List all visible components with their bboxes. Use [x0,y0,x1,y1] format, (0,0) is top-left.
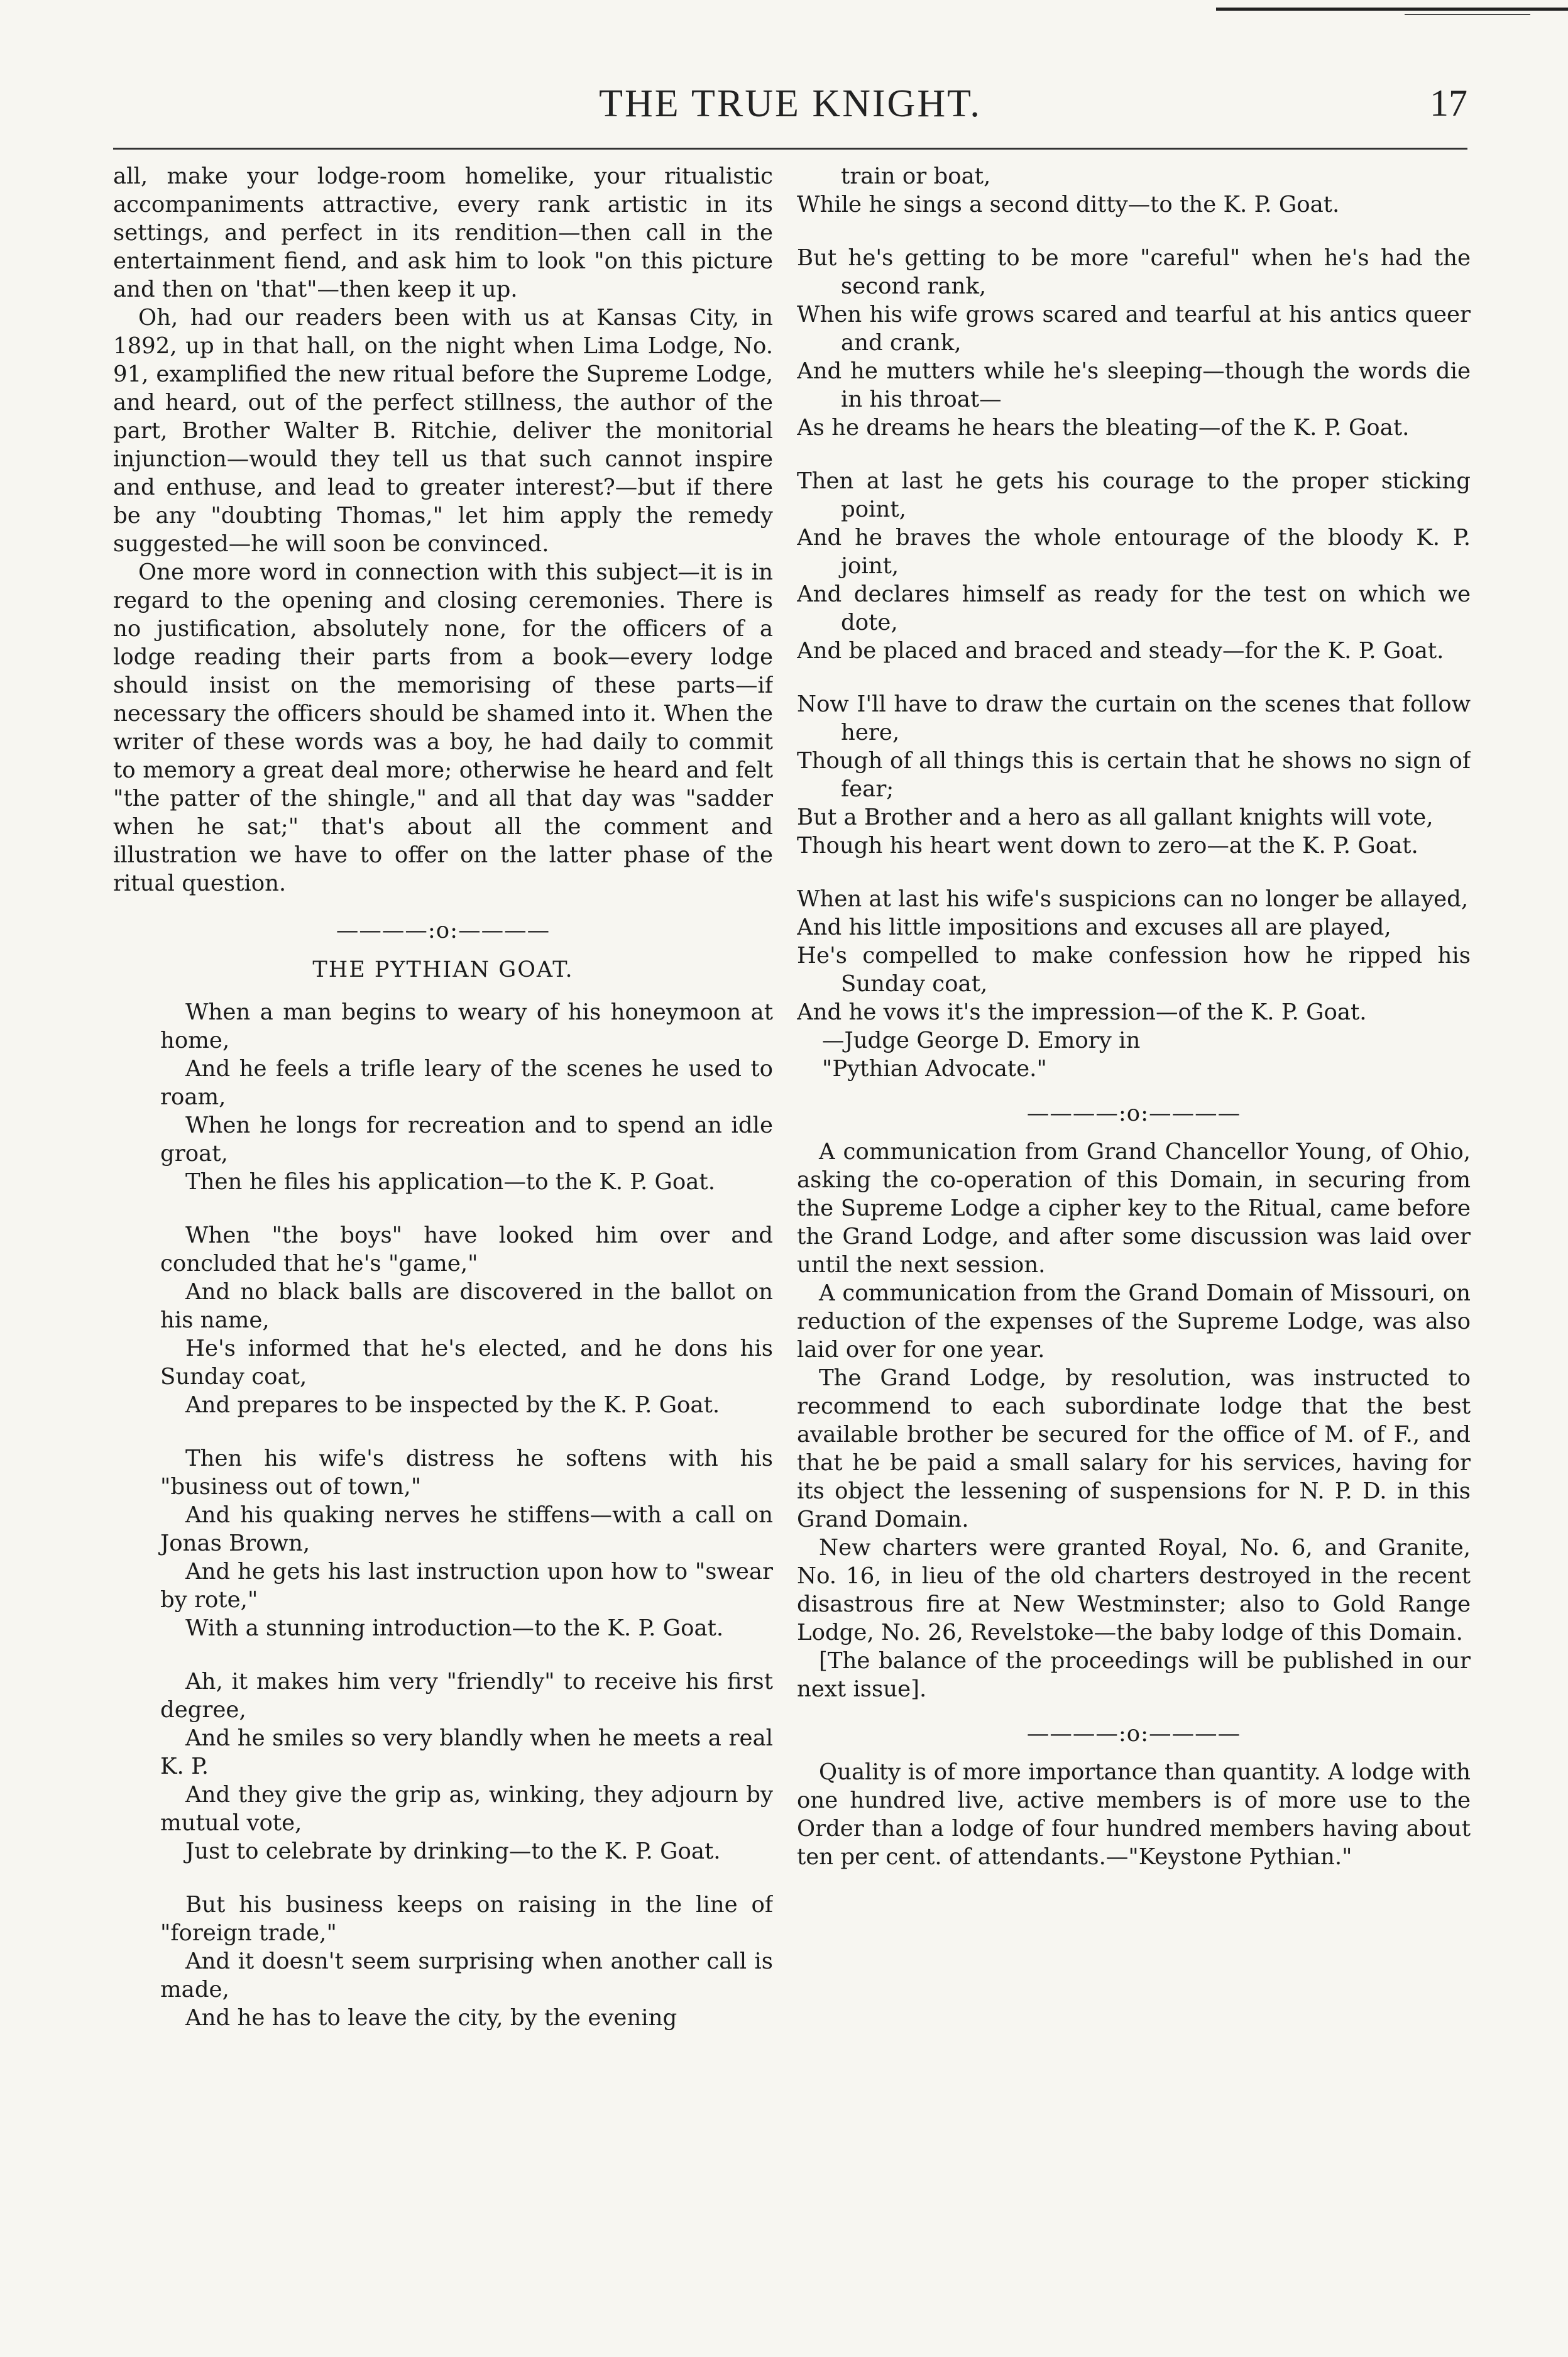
article-paragraph: all, make your lodge-room homelike, your ritualistic accompaniments attractive, every rank artistic in its settings, and perfect in its rendition—then call in the entertainment fiend, and ask him to look "on this picture and then on 'that"—then keep it up. [113,163,773,302]
poem-stanza [113,1667,773,1865]
verse-line: And he braves the whole entourage of the bloody K. P. joint, [797,525,1471,579]
verse-line: And prepares to be inspected by the K. P. Goat. [185,1392,720,1418]
verse-line: Though of all things this is certain that he shows no sign of fear; [797,748,1471,802]
section-divider: ————:o:———— [1026,1101,1241,1126]
verse-line: train or boat, [841,163,991,189]
verse-line: And declares himself as ready for the test on which we dote, [797,581,1471,635]
verse-line: He's compelled to make confession how he ripped his Sunday coat, [797,943,1471,997]
verse-line: Then his wife's distress he softens with his "business out of town," [160,1446,773,1500]
article-paragraph: The Grand Lodge, by resolution, was instructed to recommend to each subordinate lodge that the best available brother be secured for the office of M. of F., and that he be paid a small salary for his services, having for its object the lessening of suspensions for N. P. D. in this Grand Domain. [797,1365,1471,1532]
verse-line: And he smiles so very blandly when he meets a real K. P. [160,1725,773,1779]
page-header [113,75,1467,132]
verse-line: And his little impositions and excuses all are played, [797,915,1391,940]
poem-stanza [113,1221,773,1419]
poem-stanza [113,1891,773,2032]
verse-line: Ah, it makes him very "friendly" to receive his first degree, [160,1669,773,1723]
article-paragraph: Oh, had our readers been with us at Kansas City, in 1892, up in that hall, on the night when Lima Lodge, No. 91, examplified the new ritual before the Supreme Lodge, and heard, out of the perfect stillness, the author of the part, Brother Walter B. Ritchie, deliver the monitorial injunction—would they tell us that such cannot inspire and enthuse, and lead to greater interest?—but if there be any "doubting Thomas," let him apply the remedy suggested—he will soon be convinced. [113,305,773,557]
verse-line: And no black balls are discovered in the ballot on his name, [160,1279,773,1333]
verse-line: When at last his wife's suspicions can no longer be allayed, [797,886,1469,912]
page-number: 17 [1430,82,1467,124]
verse-line: And it doesn't seem surprising when another call is made, [160,1948,773,2003]
verse-line: Though his heart went down to zero—at the K. P. Goat. [797,833,1418,859]
verse-line: When a man begins to weary of his honeymoon at home, [160,999,773,1053]
verse-line: But a Brother and a hero as all gallant knights will vote, [797,805,1434,830]
top-edge-rule [1216,8,1568,11]
verse-line: With a stunning introduction—to the K. P. Goat. [185,1615,724,1641]
closing-paragraph: Quality is of more importance than quantity. A lodge with one hundred live, active members is of more use to the Order than a lodge of four hundred members having about ten per cent. of attendants.—"Keystone Pythian." [797,1759,1471,1870]
verse-line: As he dreams he hears the bleating—of the K. P. Goat. [797,415,1410,441]
poem-stanza [797,162,1471,219]
verse-line: But his business keeps on raising in the line of "foreign trade," [160,1892,773,1946]
verse-line: And he feels a trifle leary of the scenes he used to roam, [160,1056,773,1110]
poem-stanza [797,244,1471,442]
verse-line: And his quaking nerves he stiffens—with a call on Jonas Brown, [160,1502,773,1556]
article-paragraph: [The balance of the proceedings will be published in our next issue]. [797,1648,1471,1702]
verse-line: When "the boys" have looked him over and concluded that he's "game," [160,1222,773,1277]
verse-line: Now I'll have to draw the curtain on the scenes that follow here, [797,691,1471,745]
article-paragraph: New charters were granted Royal, No. 6, and Granite, No. 16, in lieu of the old charters destroyed in the recent disastrous fire at New Westminster; also to Gold Range Lodge, No. 26, Revelstoke—the baby lodge of this Domain. [797,1535,1471,1646]
verse-line: He's informed that he's elected, and he dons his Sunday coat, [160,1336,773,1390]
left-column [113,162,773,2312]
poem-stanza [797,885,1471,1026]
verse-line: When he longs for recreation and to spend an idle groat, [160,1113,773,1167]
running-title: THE TRUE KNIGHT. [599,82,982,125]
right-column [797,162,1471,2312]
poem-stanza [797,690,1471,860]
verse-line: And he gets his last instruction upon how to "swear by rote," [160,1559,773,1613]
poem-attribution-source: "Pythian Advocate." [822,1056,1047,1082]
poem-title: THE PYTHIAN GOAT. [312,957,574,982]
verse-line: And be placed and braced and steady—for the K. P. Goat. [797,638,1444,664]
poem-stanza [113,998,773,1196]
verse-line: And they give the grip as, winking, they adjourn by mutual vote, [160,1782,773,1836]
article-paragraph: A communication from the Grand Domain of Missouri, on reduction of the expenses of the Supreme Lodge, was also laid over for one year. [797,1280,1471,1363]
verse-line: And he mutters while he's sleeping—though the words die in his throat— [797,358,1471,412]
article-paragraph: One more word in connection with this subject—it is in regard to the opening and closing ceremonies. There is no justification, absolutely none, for the officers of a lodge reading their parts from a book—every lodge should insist on the memorising of these parts—if necessary the officers should be shamed into it. When the writer of these words was a boy, he had daily to commit to memory a great deal more; otherwise he heard and felt "the patter of the shingle," and all that day was "sadder when he sat;" that's about all the comment and illustration we have to offer on the latter phase of the ritual question. [113,559,773,896]
poem-stanza [113,1444,773,1642]
verse-line: When his wife grows scared and tearful at his antics queer and crank, [797,302,1471,356]
article-paragraph: A communication from Grand Chancellor Young, of Ohio, asking the co-operation of this Domain, in securing from the Supreme Lodge a cipher key to the Ritual, came before the Grand Lodge, and after some discussion was laid over until the next session. [797,1139,1471,1278]
poem-stanza [797,467,1471,665]
verse-line: But he's getting to be more "careful" when he's had the second rank, [797,245,1471,299]
verse-line: Then at last he gets his courage to the proper sticking point, [797,468,1471,522]
header-rule [113,148,1467,150]
poem-attribution: —Judge George D. Emory in [822,1028,1141,1053]
section-divider: ————:o:———— [336,918,551,943]
verse-line: And he vows it's the impression—of the K. P. Goat. [797,999,1367,1025]
verse-line: And he has to leave the city, by the evening [185,2005,677,2031]
verse-line: While he sings a second ditty—to the K. P. Goat. [797,192,1340,217]
section-divider: ————:o:———— [1026,1721,1241,1747]
verse-line: Then he files his application—to the K. P. Goat. [185,1169,715,1195]
verse-line: Just to celebrate by drinking—to the K. P. Goat. [185,1838,721,1864]
top-edge-rule-thin [1405,14,1530,15]
